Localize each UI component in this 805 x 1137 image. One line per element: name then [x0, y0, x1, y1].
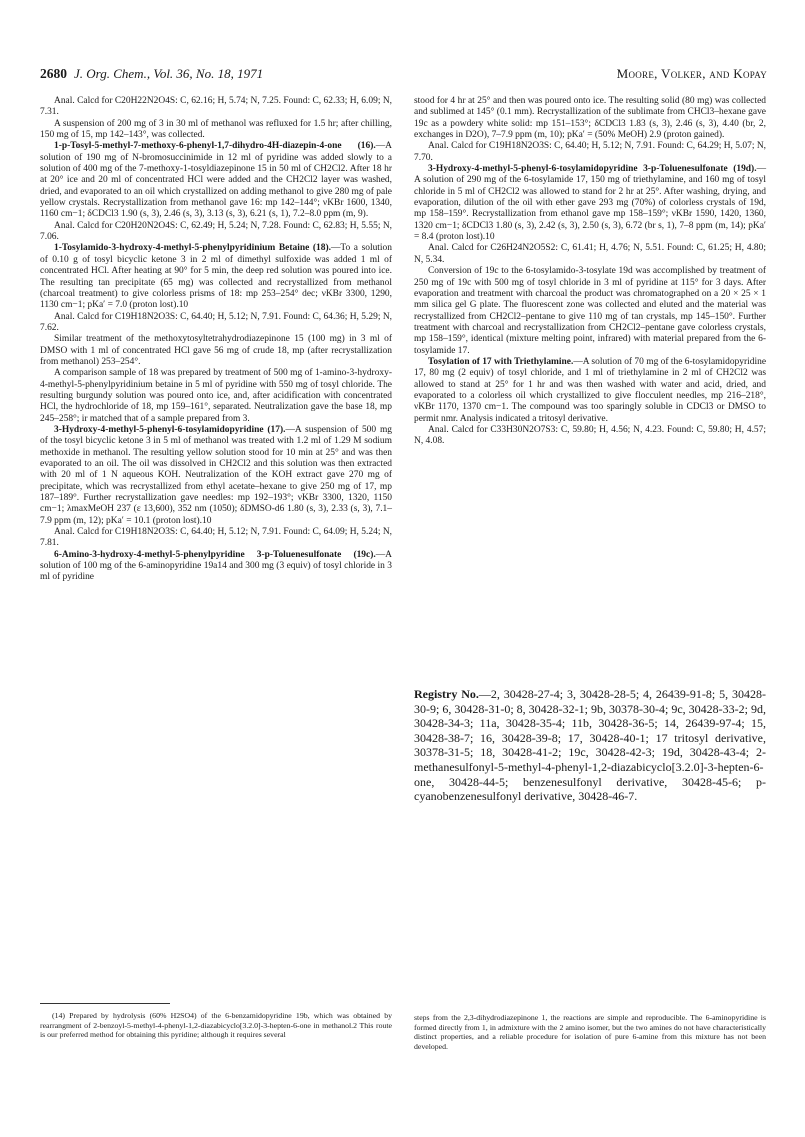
paragraph	[40, 368, 392, 425]
paragraph-text: A comparison sample of 18 was prepared by treatment of 500 mg of 1-amino-3-hydroxy-4-methyl-5-phenylpyridinium betaine in 5 ml of pyridine with 550 mg of tosyl chloride. The resulting burgundy solution was poured onto ice, and, after acidification with concentrated HCl, the hydrochloride of 18, mp 159–161°, separated. Neutralization gave the base 18, mp 245–258°; ir matched that of a sample prepared from 3.	[40, 368, 392, 424]
journal-citation: J. Org. Chem., Vol. 36, No. 18, 1971	[74, 66, 264, 81]
right-column	[414, 96, 766, 448]
paragraph	[414, 425, 766, 448]
registry-label: Registry No.	[414, 687, 479, 701]
paragraph-text: —A solution of 70 mg of the 6-tosylamidopyridine 17, 80 mg (2 equiv) of tosyl chloride, and 1 ml of triethylamine in 2 ml of CH2Cl2 was allowed to stand at 25° for 1 hr and was then washed with water and acid, dried, and evaporated to a colorless oil which crystallized to give flocculent needles, mp 216–218°, νKBr 1170, 1370 cm−1. The compound was too sparingly soluble in CDCl3 or DMSO to permit nmr. Analysis indicated a tritosyl derivative.	[414, 356, 767, 424]
paragraph-text: A suspension of 200 mg of 3 in 30 ml of methanol was refluxed for 1.5 hr; after chilling, 150 mg of 15, mp 142–143°, was collected.	[40, 118, 392, 141]
section-title: 3-Hydroxy-4-methyl-5-phenyl-6-tosylamidopyridine 3-p-Toluenesulfonate (19d).	[428, 164, 757, 175]
footnote-rule	[40, 1003, 170, 1004]
paragraph-text: —A solution of 100 mg of the 6-aminopyridine 19a14 and 300 mg (3 equiv) of tosyl chloride in 3 ml of pyridine	[40, 549, 392, 583]
running-header	[40, 66, 767, 86]
paragraph	[40, 221, 392, 244]
paragraph	[414, 357, 766, 425]
paragraph	[40, 119, 392, 142]
registry-numbers	[414, 687, 766, 804]
paragraph	[40, 312, 392, 335]
running-authors: Moore, Volker, and Kopay	[616, 66, 767, 81]
left-column	[40, 96, 392, 584]
section-title: 3-Hydroxy-4-methyl-5-phenyl-6-tosylamidopyridine (17).	[54, 424, 286, 435]
footnote-14: (14) Prepared by hydrolysis (60% H2SO4) of the 6-benzamidopyridine 19b, which was obtained by rearrangment of 2-benzoyl-5-methyl-4-phenyl-1,2-diazabicyclo[3.2.0]-3-hepten-6-one in methanol.2 This route is our preferred method for obtaining this pyridine; although it requires several	[40, 1011, 392, 1040]
registry-text: —2, 30428-27-4; 3, 30428-28-5; 4, 26439-91-8; 5, 30428-30-9; 6, 30428-31-0; 8, 30428-32-1; 9b, 30378-30-4; 9c, 30428-33-2; 9d, 30428-34-3; 11a, 30428-35-4; 11b, 30428-36-5; 14, 26439-97-4; 15, 30428-38-7; 16, 30428-39-8; 17, 30428-40-1; 17 tritosyl derivative, 30378-31-5; 18, 30428-41-2; 19c, 30428-42-3; 19d, 30428-43-4; 2-methanesulfonyl-5-methyl-4-phenyl-1,2-diazabicyclo[3.2.0]-3-hepten-6-one, 30428-44-5; benzenesulfonyl derivative, 30428-45-6; p-cyanobenzenesulfonyl derivative, 30428-46-7.	[414, 687, 767, 804]
page-number: 2680	[40, 66, 67, 81]
paragraph-text: Anal. Calcd for C19H18N2O3S: C, 64.40; H, 5.12; N, 7.91. Found: C, 64.36; H, 5.29; N, 7.62.	[40, 311, 392, 333]
paragraph-text: —A suspension of 500 mg of the tosyl bicyclic ketone 3 in 5 ml of methanol was treated with 1.2 ml of 1.29 M sodium methoxide in methanol. The resulting yellow solution stood for 10 min at 25° and was then evaporated to an oil. The oil was dissolved in CH2Cl2 and this solution was then extracted with 20 ml of 1 N aqueous KOH. Neutralization of the KOH extract gave 270 mg of precipitate, which was recrystallized from ethyl acetate–hexane to give 250 mg of 17, mp 187–189°. Further recrystallization gave needles: mp 192–193°; νKBr 3300, 1320, 1150 cm−1; λmaxMeOH 237 (ε 13,600), 352 nm (1050); δDMSO-d6 1.80 (s, 3), 2.33 (s, 3), 7.1–7.9 ppm (m, 12); pKa′ = 10.1 (proton lost).10	[40, 424, 393, 526]
footnote-right	[414, 1013, 766, 1051]
paragraph-text: Conversion of 19c to the 6-tosylamido-3-tosylate 19d was accomplished by treatment of 250 mg of 19c with 500 mg of tosyl chloride in 3 ml of pyridine at 115° for 3 days. After evaporation and treatment with charcoal the product was chromatographed on a 20 × 25 × 1 mm silica gel G plate. The fluorescent zone was collected and eluted and the material was recrystallized from CH2Cl2–pentane to give 110 mg of tan crystals, mp 145–150°. Further treatment with charcoal and recrystallization from CH2Cl2–pentane gave colorless crystals, mp 158–159°, identical (mixture melting point, infrared) with material prepared from the 6-tosylamide 17.	[414, 266, 766, 356]
paragraph	[40, 527, 392, 550]
paragraph	[414, 96, 766, 141]
paragraph-text: Anal. Calcd for C20H22N2O4S: C, 62.16; H, 5.74; N, 7.25. Found: C, 62.33; H, 6.09; N, 7.31.	[40, 96, 392, 118]
paragraph-text: Anal. Calcd for C33H30N2O7S3: C, 59.80; H, 4.56; N, 4.23. Found: C, 59.80; H, 4.57; N, 4.08.	[414, 424, 766, 447]
paragraph-text: stood for 4 hr at 25° and then was poured onto ice. The resulting solid (80 mg) was collected and sublimed at 145° (0.1 mm). Recrystallization of the sublimate from CHCl3–hexane gave 19c as a powdery white solid: mp 151–153°; δCDCl3 1.83 (s, 3), 2.46 (s, 3), 4.40 (br, 2, exchanges in D2O), 7–7.9 ppm (m, 10); pKa′ = (50% MeOH) 2.9 (proton gained).	[414, 96, 766, 141]
paragraph-text: Anal. Calcd for C19H18N2O3S: C, 64.40; H, 5.12; N, 7.91. Found: C, 64.09; H, 5.24; N, 7.81.	[40, 527, 392, 549]
section-title: 6-Amino-3-hydroxy-4-methyl-5-phenylpyridine 3-p-Toluenesulfonate (19c).	[54, 549, 376, 560]
paragraph	[40, 96, 392, 119]
footnote-left	[40, 1011, 392, 1040]
paragraph-text: Similar treatment of the methoxytosyltetrahydrodiazepinone 15 (100 mg) in 3 ml of DMSO with 1 ml of concentrated HCl gave 56 mg of crude 18, mp (after recrystallization from methanol) 253–254°.	[40, 334, 392, 367]
paragraph-text: —A solution of 190 mg of N-bromosuccinimide in 12 ml of pyridine was added slowly to a solution of 400 mg of the 7-methoxy-1-tosyldiazepinone 15 in 50 ml of CH2Cl2. After 18 hr at 20° ice and 20 ml of concentrated HCl were added and the CH2Cl2 layer was washed, dried, and evaporated to an oil which crystallized on adding methanol to give 280 mg of pale yellow crystals. Recrystallization from methanol gave 16: mp 142–144°; νKBr 1600, 1340, 1160 cm−1; δCDCl3 1.90 (s, 3), 2.46 (s, 3), 3.13 (s, 3), 6.21 (s, 1), 7.2–8.0 ppm (m, 9).	[40, 141, 392, 220]
paragraph	[414, 243, 766, 266]
paragraph	[40, 243, 392, 311]
paragraph	[40, 334, 392, 368]
paragraph-text: —A solution of 290 mg of the 6-tosylamide 17, 150 mg of triethylamine, and 160 mg of tosyl chloride in 5 ml of CH2Cl2 was allowed to stand for 2 hr at 25°. After washing, drying, and evaporation, dilution of the oil with ether gave 293 mg (70%) of colorless crystals of 19d, mp 158–159°. Recrystallization from ethanol gave mp 158–159°; νKBr 1590, 1420, 1360, 1320 cm−1; δCDCl3 1.80 (s, 3), 2.42 (s, 3), 2.50 (s, 3), 6.72 (br s, 1), 7–8 ppm (m, 14); pKa′ = 8.4 (proton lost).10	[414, 164, 766, 243]
section-title: Tosylation of 17 with Triethylamine.	[428, 356, 574, 367]
paragraph-text: Anal. Calcd for C20H20N2O4S: C, 62.49; H, 5.24; N, 7.28. Found: C, 62.83; H, 5.55; N, 7.06.	[40, 220, 392, 243]
paragraph-text: Anal. Calcd for C19H18N2O3S: C, 64.40; H, 5.12; N, 7.91. Found: C, 64.29; H, 5.07; N, 7.70.	[414, 141, 766, 163]
paragraph	[40, 425, 392, 527]
footnote-14-continued: steps from the 2,3-dihydrodiazepinone 1, the reactions are simple and reproducible. The 6-aminopyridine is formed directly from 1, in admixture with the 2 amino isomer, but the two amines do not have characteristically distinct properties, and a reliable procedure for isolation of pure 6-amine from this mixture has not been developed.	[414, 1013, 766, 1051]
paragraph	[414, 164, 766, 243]
paragraph	[40, 141, 392, 220]
paragraph	[414, 141, 766, 164]
section-title: 1-Tosylamido-3-hydroxy-4-methyl-5-phenylpyridinium Betaine (18).	[54, 243, 331, 254]
paragraph-text: Anal. Calcd for C26H24N2O5S2: C, 61.41; H, 4.76; N, 5.51. Found: C, 61.25; H, 4.80; N, 5.34.	[414, 243, 766, 265]
section-title: 1-p-Tosyl-5-methyl-7-methoxy-6-phenyl-1,7-dihydro-4H-diazepin-4-one (16).	[54, 141, 376, 152]
paragraph	[40, 550, 392, 584]
paragraph	[414, 266, 766, 357]
paragraph-text: —To a solution of 0.10 g of tosyl bicyclic ketone 3 in 2 ml of dimethyl sulfoxide was added 1 ml of concentrated HCl. After heating at 90° for 5 min, the deep red solution was poured into ice. The resulting tan precipitate (65 mg) was collected and recrystallized from methanol (charcoal treatment) to give colorless prisms of 18: mp 253–254° dec; νKBr 3300, 1290, 1130 cm−1; pKa′ = 7.0 (proton lost).10	[40, 243, 392, 311]
